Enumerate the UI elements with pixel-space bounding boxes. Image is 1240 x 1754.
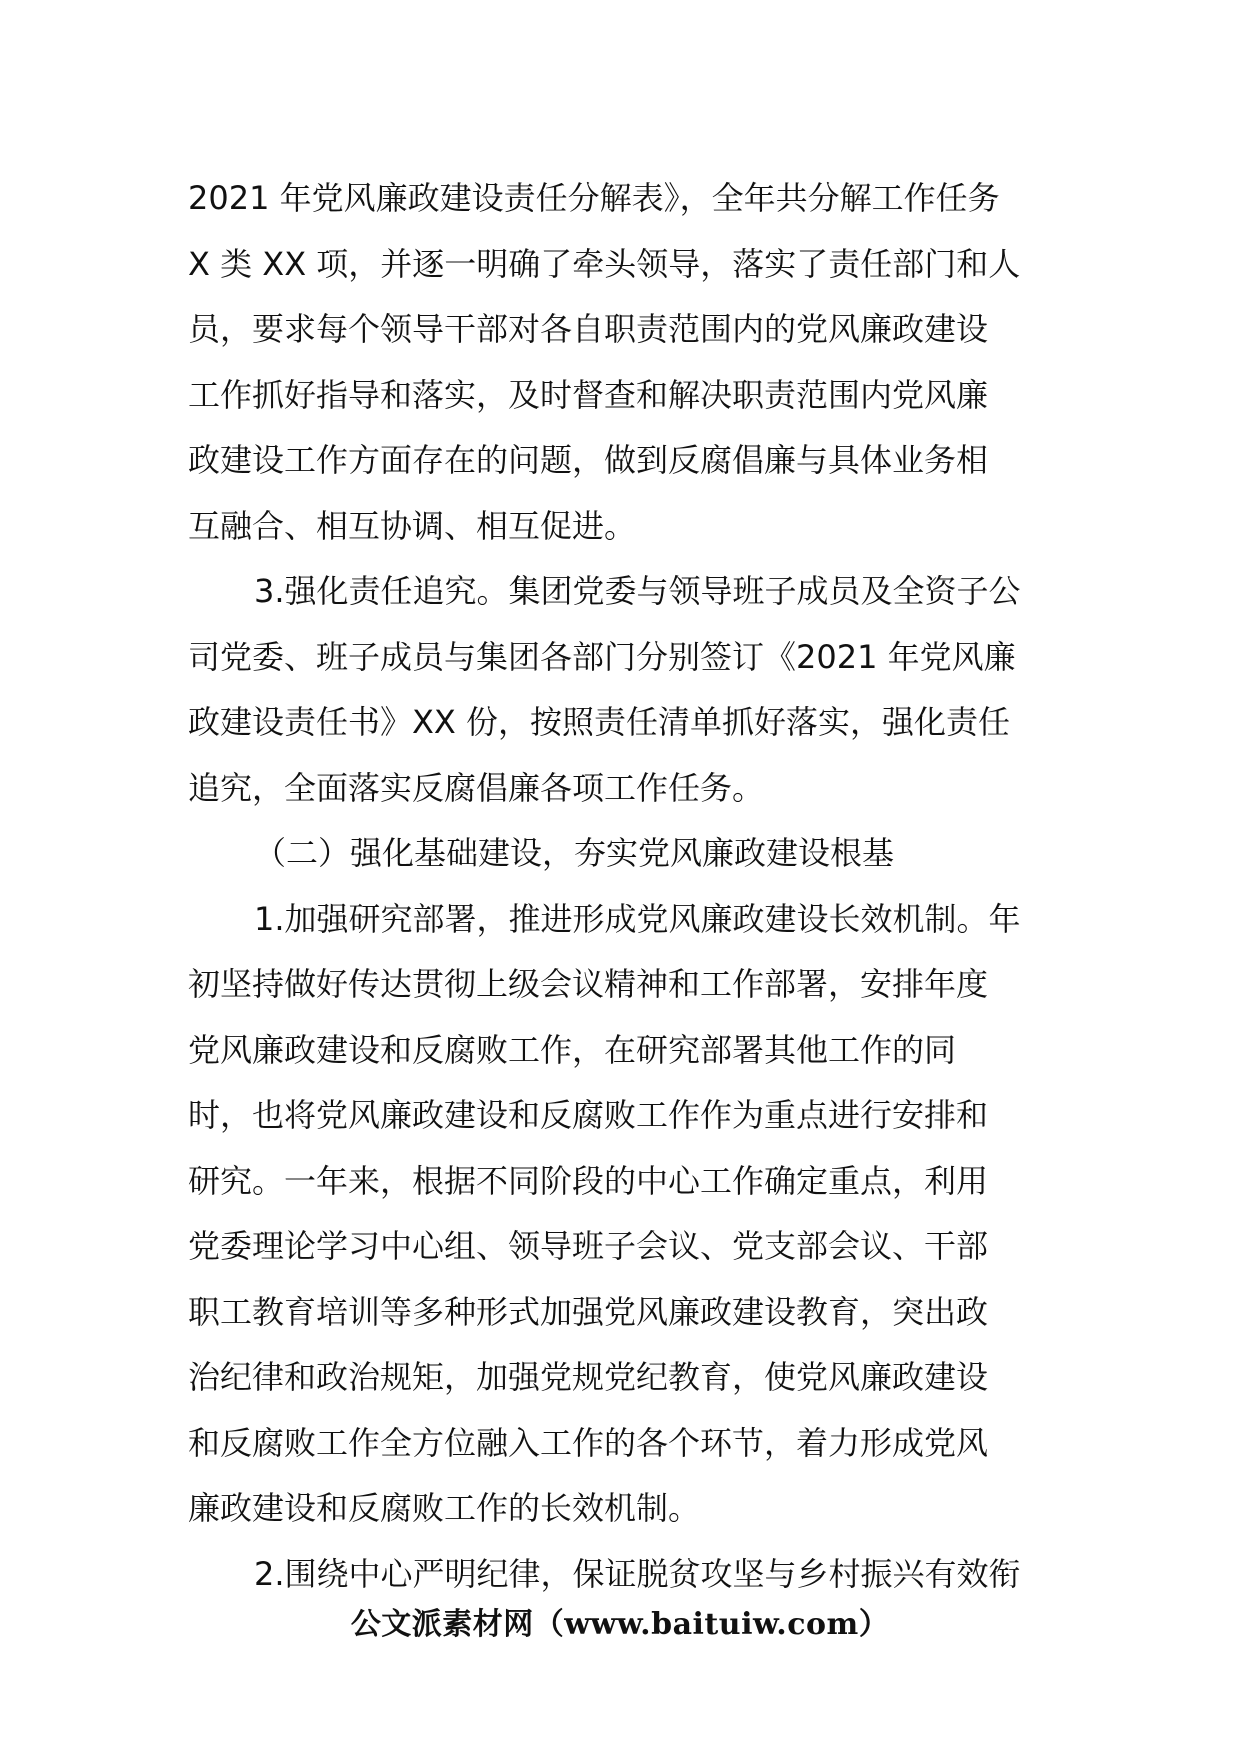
body-text-line: 治纪律和政治规矩，加强党规党纪教育，使党风廉政建设 bbox=[188, 1358, 989, 1396]
body-text-line: 初坚持做好传达贯彻上级会议精神和工作部署，安排年度 bbox=[188, 965, 989, 1003]
body-text-line: 研究。一年来，根据不同阶段的中心工作确定重点，利用 bbox=[188, 1161, 989, 1200]
body-text-line: 职工教育培训等多种形式加强党风廉政建设教育，突出政 bbox=[188, 1292, 989, 1331]
body-text-line: 政建设责任书》XX 份，按照责任清单抓好落实，强化责任 bbox=[188, 703, 1011, 741]
body-text-line: 2.围绕中心严明纪律，保证脱贫攻坚与乡村振兴有效衔 bbox=[254, 1554, 1021, 1593]
body-text-line: 工作抓好指导和落实，及时督查和解决职责范围内党风廉 bbox=[188, 375, 989, 414]
body-text-line: 廉政建设和反腐败工作的长效机制。 bbox=[188, 1489, 701, 1527]
body-text-line: 政建设工作方面存在的问题，做到反腐倡廉与具体业务相 bbox=[188, 441, 989, 479]
body-text-line: 党风廉政建设和反腐败工作，在研究部署其他工作的同 bbox=[188, 1030, 957, 1069]
body-text-line: 2021 年党风廉政建设责任分解表》，全年共分解工作任务 bbox=[188, 179, 1000, 217]
body-text-line: 时，也将党风廉政建设和反腐败工作作为重点进行安排和 bbox=[188, 1096, 989, 1134]
document-body bbox=[188, 166, 1058, 1607]
body-text-line: X 类 XX 项，并逐一明确了牵头领导，落实了责任部门和人 bbox=[188, 244, 1021, 283]
body-text-line: 1.加强研究部署，推进形成党风廉政建设长效机制。年 bbox=[254, 899, 1021, 938]
body-text-line: 司党委、班子成员与集团各部门分别签订《2021 年党风廉 bbox=[188, 637, 1016, 676]
body-text-line: 和反腐败工作全方位融入工作的各个环节，着力形成党风 bbox=[188, 1423, 989, 1462]
body-text-line: 党委理论学习中心组、领导班子会议、党支部会议、干部 bbox=[188, 1227, 989, 1265]
body-text-line: 追究，全面落实反腐倡廉各项工作任务。 bbox=[188, 768, 765, 807]
body-text-line: （二）强化基础建设，夯实党风廉政建设根基 bbox=[254, 834, 895, 872]
page-footer-watermark: 公文派素材网（www.baituiw.com） bbox=[350, 1607, 890, 1642]
body-text-line: 3.强化责任追究。集团党委与领导班子成员及全资子公 bbox=[254, 572, 1021, 610]
body-text-line: 互融合、相互协调、相互促进。 bbox=[188, 506, 637, 545]
body-text-line: 员，要求每个领导干部对各自职责范围内的党风廉政建设 bbox=[188, 310, 989, 348]
